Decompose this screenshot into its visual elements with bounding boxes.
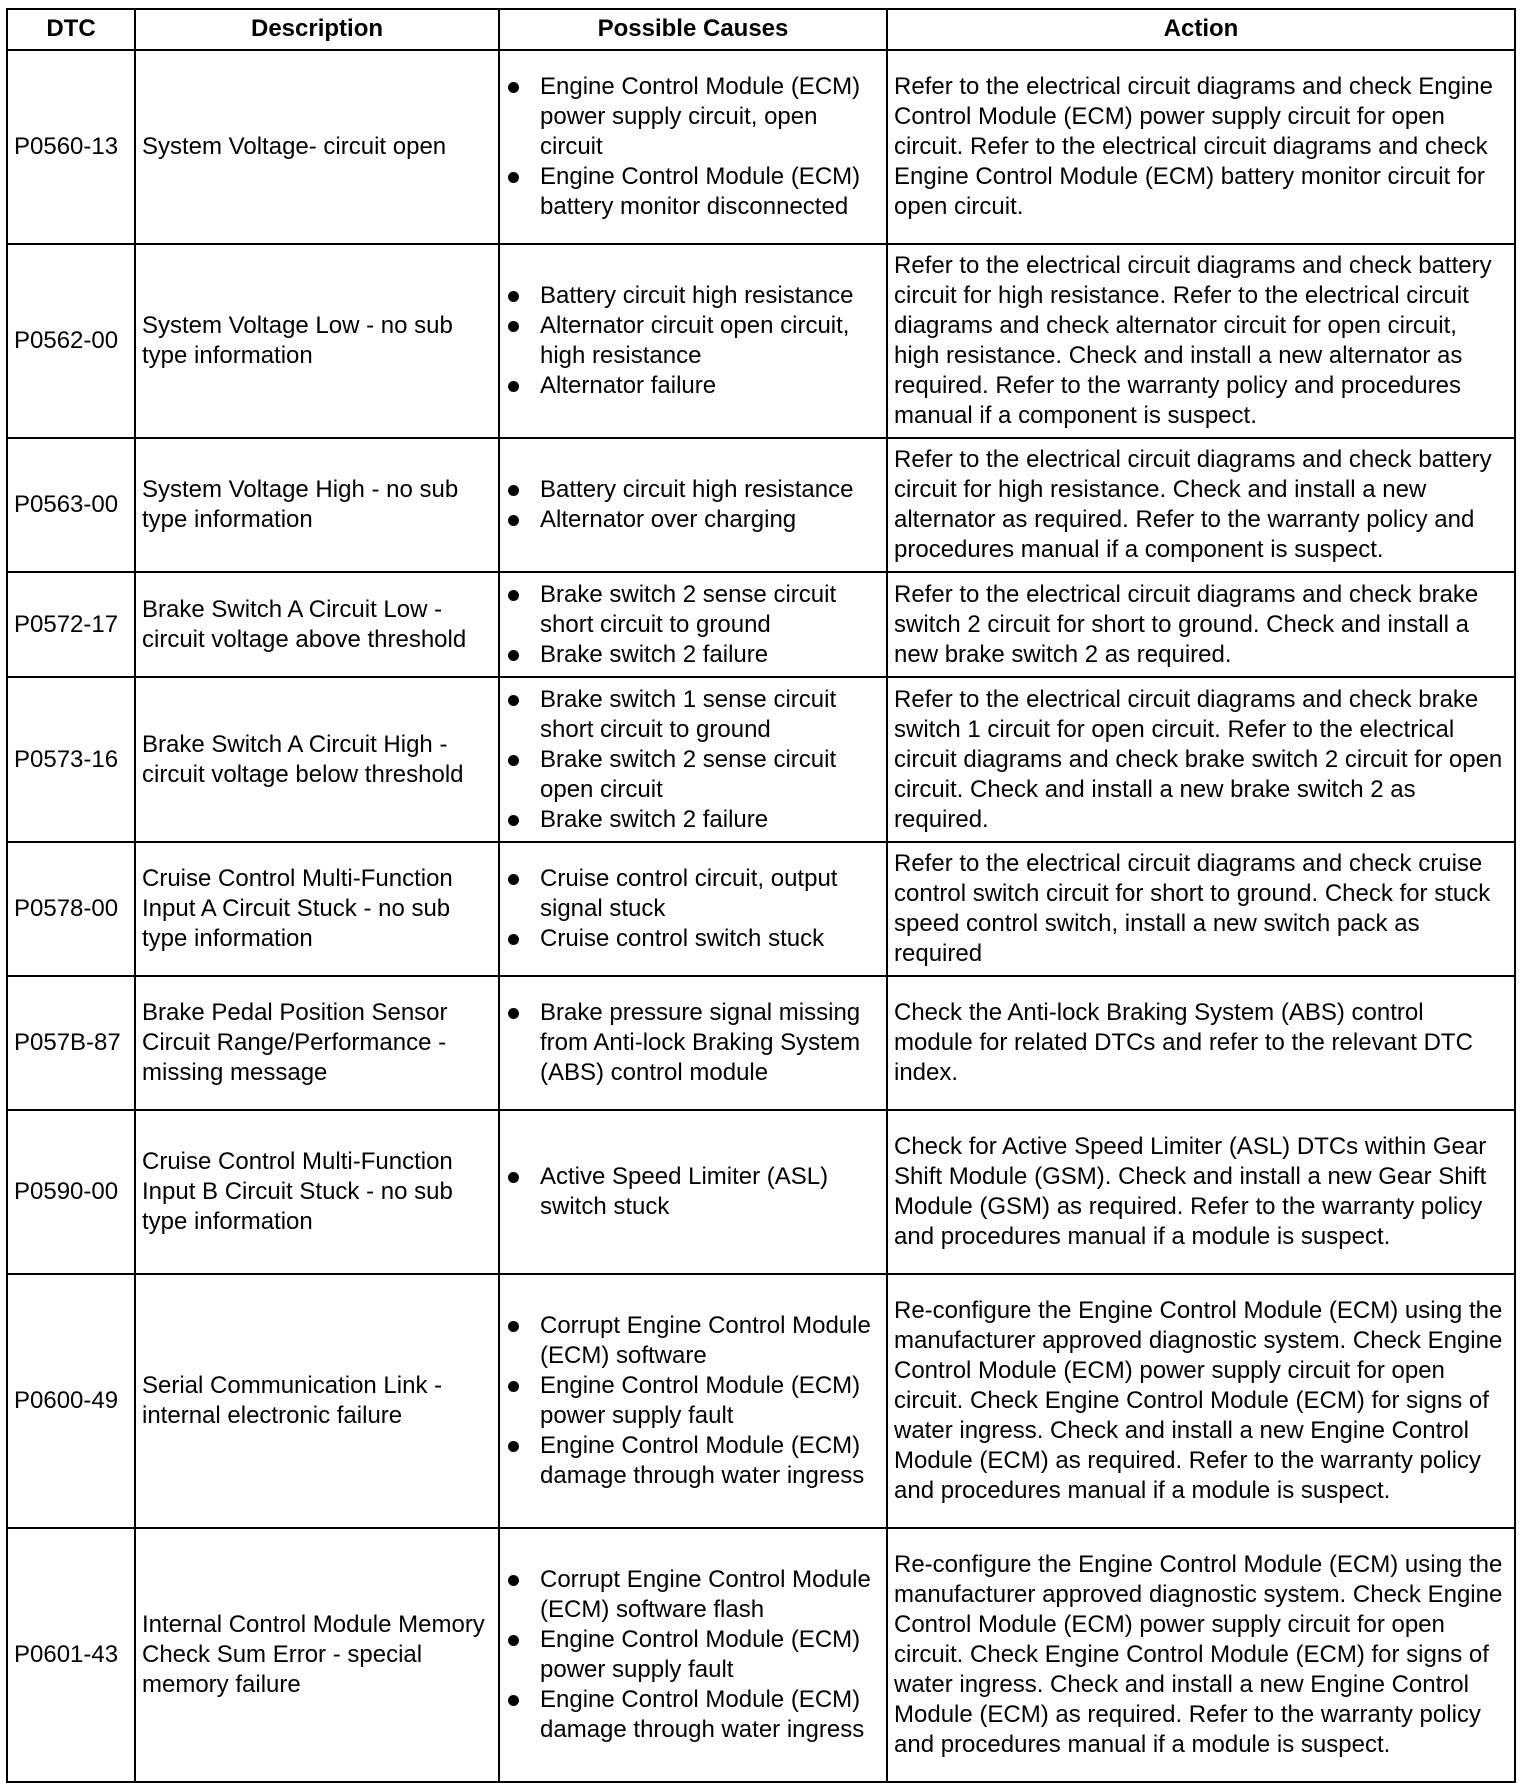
- cause-list: [506, 1311, 880, 1491]
- cause-list: [506, 685, 880, 835]
- action-text: Refer to the electrical circuit diagrams and check Engine Control Module (ECM) power supply circuit for open circuit. Refer to the electrical circuit diagrams and check Engine Control Module (ECM) battery monitor circuit for open circuit.: [887, 50, 1515, 244]
- table-row: [7, 1274, 1515, 1528]
- cause-item: Engine Control Module (ECM) power supply fault: [506, 1371, 880, 1431]
- cause-item: Active Speed Limiter (ASL) switch stuck: [506, 1162, 880, 1222]
- dtc-description: Brake Switch A Circuit Low - circuit voltage above threshold: [135, 572, 499, 677]
- cause-item: Brake switch 2 sense circuit short circuit to ground: [506, 580, 880, 640]
- cause-item: Cruise control circuit, output signal stuck: [506, 864, 880, 924]
- cause-item: Brake switch 2 sense circuit open circuit: [506, 745, 880, 805]
- dtc-description: Cruise Control Multi-Function Input B Circuit Stuck - no sub type information: [135, 1110, 499, 1274]
- dtc-code: P0601-43: [7, 1528, 135, 1782]
- table-row: [7, 438, 1515, 572]
- table-row: [7, 572, 1515, 677]
- dtc-description: Cruise Control Multi-Function Input A Circuit Stuck - no sub type information: [135, 842, 499, 976]
- cause-item: Engine Control Module (ECM) power supply fault: [506, 1625, 880, 1685]
- dtc-code: P0562-00: [7, 244, 135, 438]
- action-text: Re-configure the Engine Control Module (ECM) using the manufacturer approved diagnostic system. Check Engine Control Module (ECM) power supply circuit for open circuit. Check Engine Control Module (ECM) for signs of water ingress. Check and install a new Engine Control Module (ECM) as required. Refer to the warranty policy and procedures manual if a module is suspect.: [887, 1274, 1515, 1528]
- cause-list: [506, 580, 880, 670]
- action-text: Refer to the electrical circuit diagrams and check brake switch 1 circuit for open circuit. Refer to the electrical circuit diagrams and check brake switch 2 circuit for open circuit. Check and install a new brake switch 2 as required.: [887, 677, 1515, 842]
- dtc-code: P0573-16: [7, 677, 135, 842]
- table-row: [7, 677, 1515, 842]
- dtc-code: P0600-49: [7, 1274, 135, 1528]
- header-description: Description: [135, 9, 499, 50]
- cause-list: [506, 1162, 880, 1222]
- dtc-code: P0560-13: [7, 50, 135, 244]
- action-text: Check the Anti-lock Braking System (ABS) control module for related DTCs and refer to the relevant DTC index.: [887, 976, 1515, 1110]
- table-body: [7, 50, 1515, 1782]
- table-row: [7, 976, 1515, 1110]
- possible-causes-cell: [499, 976, 887, 1110]
- cause-list: [506, 72, 880, 222]
- cause-item: Brake switch 2 failure: [506, 640, 880, 670]
- action-text: Re-configure the Engine Control Module (ECM) using the manufacturer approved diagnostic system. Check Engine Control Module (ECM) power supply circuit for open circuit. Check Engine Control Module (ECM) for signs of water ingress. Check and install a new Engine Control Module (ECM) as required. Refer to the warranty policy and procedures manual if a module is suspect.: [887, 1528, 1515, 1782]
- cause-item: Corrupt Engine Control Module (ECM) software: [506, 1311, 880, 1371]
- dtc-description: System Voltage Low - no sub type information: [135, 244, 499, 438]
- cause-item: Alternator failure: [506, 371, 880, 401]
- cause-item: Brake pressure signal missing from Anti-lock Braking System (ABS) control module: [506, 998, 880, 1088]
- dtc-description: Serial Communication Link - internal electronic failure: [135, 1274, 499, 1528]
- cause-list: [506, 281, 880, 401]
- possible-causes-cell: [499, 1528, 887, 1782]
- dtc-description: System Voltage- circuit open: [135, 50, 499, 244]
- cause-list: [506, 864, 880, 954]
- dtc-code: P0578-00: [7, 842, 135, 976]
- cause-list: [506, 475, 880, 535]
- possible-causes-cell: [499, 438, 887, 572]
- possible-causes-cell: [499, 1110, 887, 1274]
- action-text: Refer to the electrical circuit diagrams and check battery circuit for high resistance. Check and install a new alternator as required. Refer to the warranty policy and procedures manual if a component is suspect.: [887, 438, 1515, 572]
- action-text: Refer to the electrical circuit diagrams and check brake switch 2 circuit for short to ground. Check and install a new brake switch 2 as required.: [887, 572, 1515, 677]
- possible-causes-cell: [499, 842, 887, 976]
- table-row: [7, 244, 1515, 438]
- cause-item: Battery circuit high resistance: [506, 281, 880, 311]
- possible-causes-cell: [499, 1274, 887, 1528]
- table-row: [7, 1110, 1515, 1274]
- header-row: [7, 9, 1515, 50]
- cause-item: Battery circuit high resistance: [506, 475, 880, 505]
- cause-item: Corrupt Engine Control Module (ECM) software flash: [506, 1565, 880, 1625]
- possible-causes-cell: [499, 50, 887, 244]
- cause-item: Engine Control Module (ECM) damage through water ingress: [506, 1685, 880, 1745]
- cause-item: Engine Control Module (ECM) battery monitor disconnected: [506, 162, 880, 222]
- cause-item: Alternator circuit open circuit, high resistance: [506, 311, 880, 371]
- dtc-description: Brake Switch A Circuit High - circuit voltage below threshold: [135, 677, 499, 842]
- dtc-code: P0590-00: [7, 1110, 135, 1274]
- cause-item: Engine Control Module (ECM) power supply circuit, open circuit: [506, 72, 880, 162]
- cause-item: Alternator over charging: [506, 505, 880, 535]
- header-action: Action: [887, 9, 1515, 50]
- table-row: [7, 842, 1515, 976]
- action-text: Check for Active Speed Limiter (ASL) DTCs within Gear Shift Module (GSM). Check and install a new Gear Shift Module (GSM) as required. Refer to the warranty policy and procedures manual if a module is suspect.: [887, 1110, 1515, 1274]
- possible-causes-cell: [499, 572, 887, 677]
- possible-causes-cell: [499, 244, 887, 438]
- cause-list: [506, 1565, 880, 1745]
- header-possible-causes: Possible Causes: [499, 9, 887, 50]
- dtc-description: Brake Pedal Position Sensor Circuit Range/Performance - missing message: [135, 976, 499, 1110]
- dtc-code: P057B-87: [7, 976, 135, 1110]
- table-row: [7, 50, 1515, 244]
- table-row: [7, 1528, 1515, 1782]
- possible-causes-cell: [499, 677, 887, 842]
- cause-item: Cruise control switch stuck: [506, 924, 880, 954]
- cause-item: Engine Control Module (ECM) damage through water ingress: [506, 1431, 880, 1491]
- cause-list: [506, 998, 880, 1088]
- dtc-description: Internal Control Module Memory Check Sum Error - special memory failure: [135, 1528, 499, 1782]
- dtc-code: P0572-17: [7, 572, 135, 677]
- cause-item: Brake switch 2 failure: [506, 805, 880, 835]
- dtc-table: [6, 8, 1516, 1783]
- dtc-description: System Voltage High - no sub type information: [135, 438, 499, 572]
- action-text: Refer to the electrical circuit diagrams and check battery circuit for high resistance. Refer to the electrical circuit diagrams and check alternator circuit for open circuit, high resistance. Check and install a new alternator as required. Refer to the warranty policy and procedures manual if a component is suspect.: [887, 244, 1515, 438]
- action-text: Refer to the electrical circuit diagrams and check cruise control switch circuit for short to ground. Check for stuck speed control switch, install a new switch pack as required: [887, 842, 1515, 976]
- dtc-code: P0563-00: [7, 438, 135, 572]
- cause-item: Brake switch 1 sense circuit short circuit to ground: [506, 685, 880, 745]
- header-dtc: DTC: [7, 9, 135, 50]
